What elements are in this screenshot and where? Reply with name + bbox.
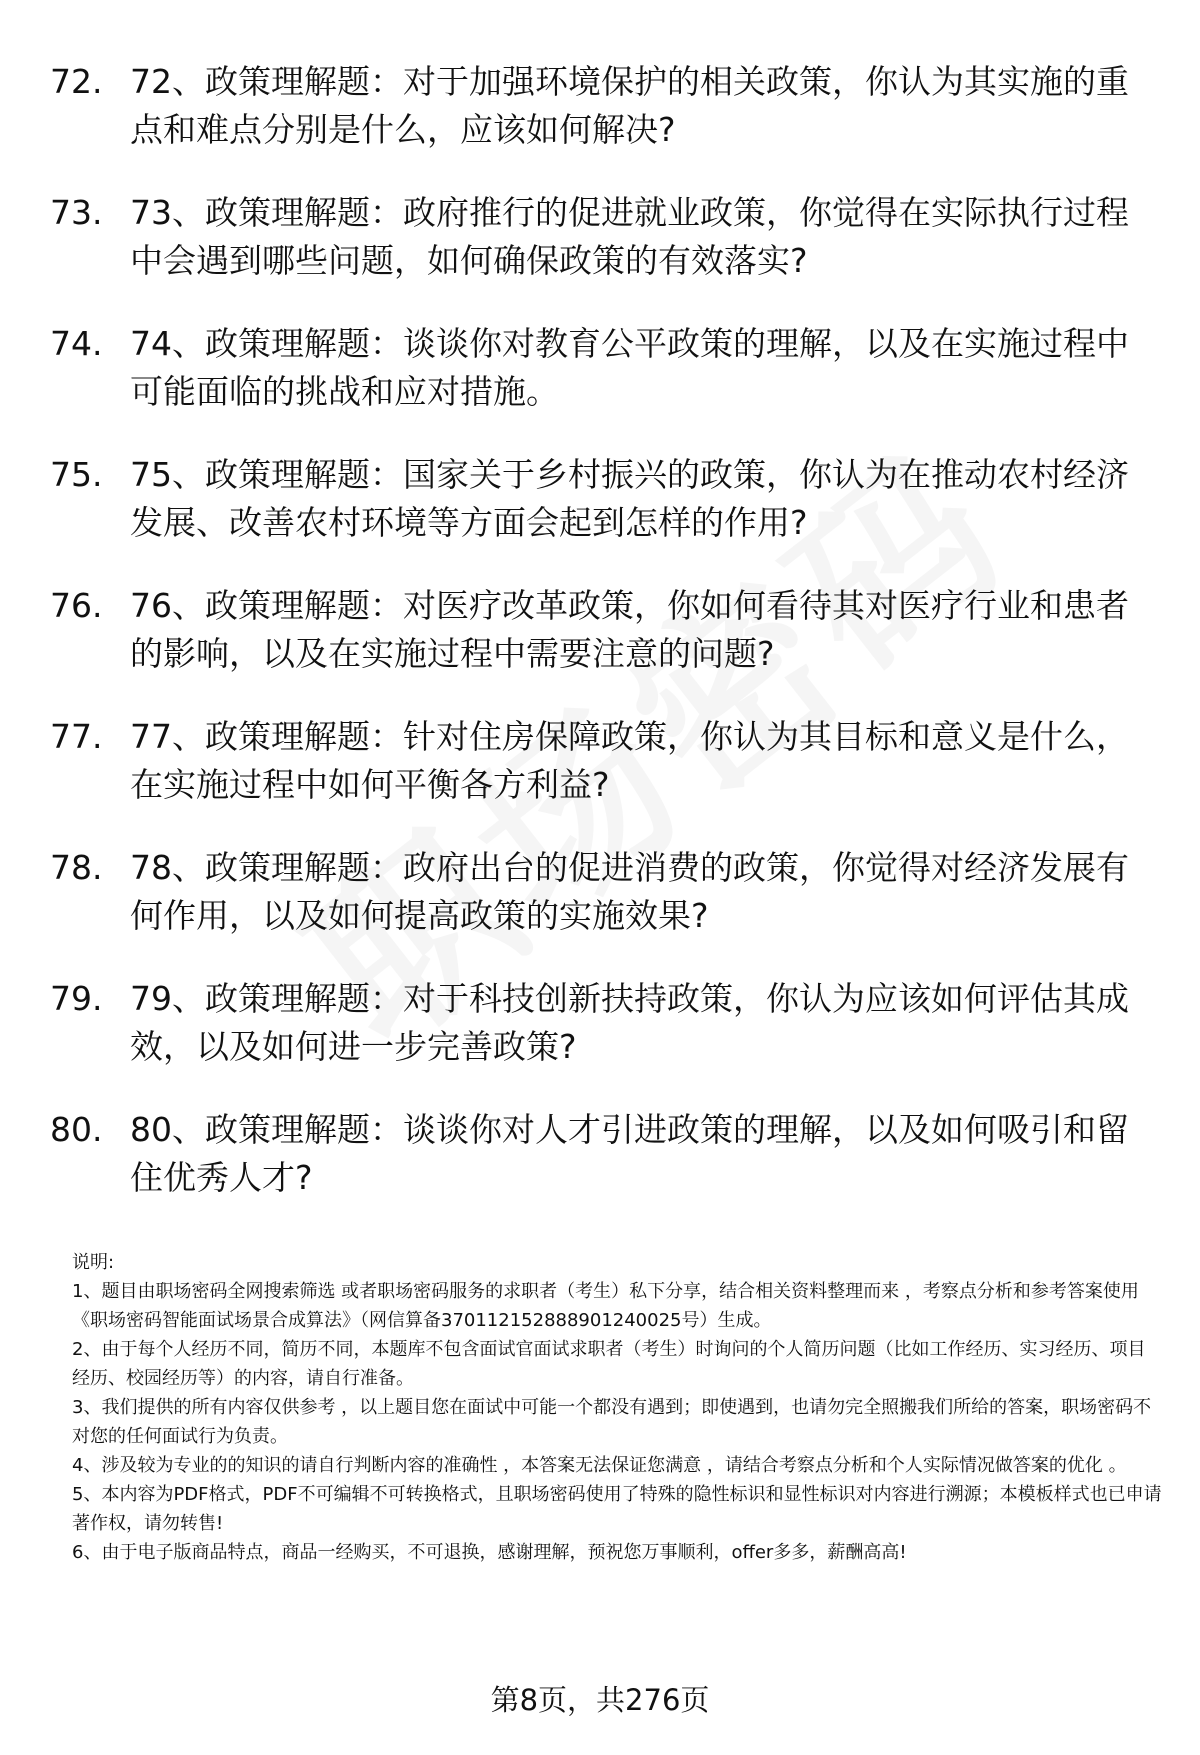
note-item: 5、本内容为PDF格式，PDF不可编辑不可转换格式，且职场密码使用了特殊的隐性标识和显性标识对内容进行溯源；本模板样式也已申请著作权，请勿转售! — [72, 1484, 1162, 1534]
question-item — [50, 582, 1160, 678]
question-number: 72. — [50, 62, 103, 101]
question-number: 77. — [50, 717, 103, 756]
question-number: 74. — [50, 324, 103, 363]
note-item: 4、涉及较为专业的的知识的请自行判断内容的准确性 ，本答案无法保证您满意 ，请结合考察点分析和个人实际情况做答案的优化 。 — [72, 1455, 1127, 1476]
question-item — [50, 58, 1160, 154]
question-text: 79、政策理解题：对于科技创新扶持政策，你认为应该如何评估其成效，以及如何进一步完善政策? — [130, 979, 1129, 1066]
page-number-footer: 第8页，共276页 — [490, 1683, 710, 1717]
note-item: 6、由于电子版商品特点，商品一经购买，不可退换，感谢理解，预祝您万事顺利，offer多多，薪酬高高! — [72, 1542, 907, 1563]
question-text: 75、政策理解题：国家关于乡村振兴的政策，你认为在推动农村经济发展、改善农村环境等方面会起到怎样的作用? — [130, 455, 1129, 542]
question-text: 74、政策理解题：谈谈你对教育公平政策的理解，以及在实施过程中可能面临的挑战和应对措施。 — [130, 324, 1129, 411]
question-text: 80、政策理解题：谈谈你对人才引进政策的理解，以及如何吸引和留住优秀人才? — [130, 1110, 1129, 1197]
question-item — [50, 451, 1160, 547]
question-item — [50, 975, 1160, 1071]
question-text: 78、政策理解题：政府出台的促进消费的政策，你觉得对经济发展有何作用，以及如何提高政策的实施效果? — [130, 848, 1129, 935]
question-number: 78. — [50, 848, 103, 887]
question-text: 72、政策理解题：对于加强环境保护的相关政策，你认为其实施的重点和难点分别是什么，应该如何解决? — [130, 62, 1129, 149]
question-item — [50, 844, 1160, 940]
notes-section — [72, 1248, 1162, 1567]
note-item: 3、我们提供的所有内容仅供参考 ，以上题目您在面试中可能一个都没有遇到；即使遇到，也请勿完全照搬我们所给的答案，职场密码不对您的任何面试行为负责。 — [72, 1397, 1152, 1447]
question-item — [50, 1106, 1160, 1202]
question-item — [50, 189, 1160, 285]
question-list — [50, 58, 1160, 1237]
notes-title: 说明: — [72, 1252, 115, 1273]
note-item: 1、题目由职场密码全网搜索筛选 或者职场密码服务的求职者（考生）私下分享，结合相关资料整理而来 ，考察点分析和参考答案使用《职场密码智能面试场景合成算法》（网信算备370112152888901240025号）生成。 — [72, 1281, 1139, 1331]
question-number: 73. — [50, 193, 103, 232]
question-text: 77、政策理解题：针对住房保障政策，你认为其目标和意义是什么，在实施过程中如何平衡各方利益? — [130, 717, 1129, 804]
question-text: 76、政策理解题：对医疗改革政策，你如何看待其对医疗行业和患者的影响，以及在实施过程中需要注意的问题? — [130, 586, 1129, 673]
question-item — [50, 320, 1160, 416]
question-number: 76. — [50, 586, 103, 625]
question-text: 73、政策理解题：政府推行的促进就业政策，你觉得在实际执行过程中会遇到哪些问题，如何确保政策的有效落实? — [130, 193, 1129, 280]
question-number: 75. — [50, 455, 103, 494]
question-number: 80. — [50, 1110, 103, 1149]
note-item: 2、由于每个人经历不同，简历不同，本题库不包含面试官面试求职者（考生）时询问的个人简历问题（比如工作经历、实习经历、项目经历、校园经历等）的内容，请自行准备。 — [72, 1339, 1146, 1389]
question-item — [50, 713, 1160, 809]
question-number: 79. — [50, 979, 103, 1018]
